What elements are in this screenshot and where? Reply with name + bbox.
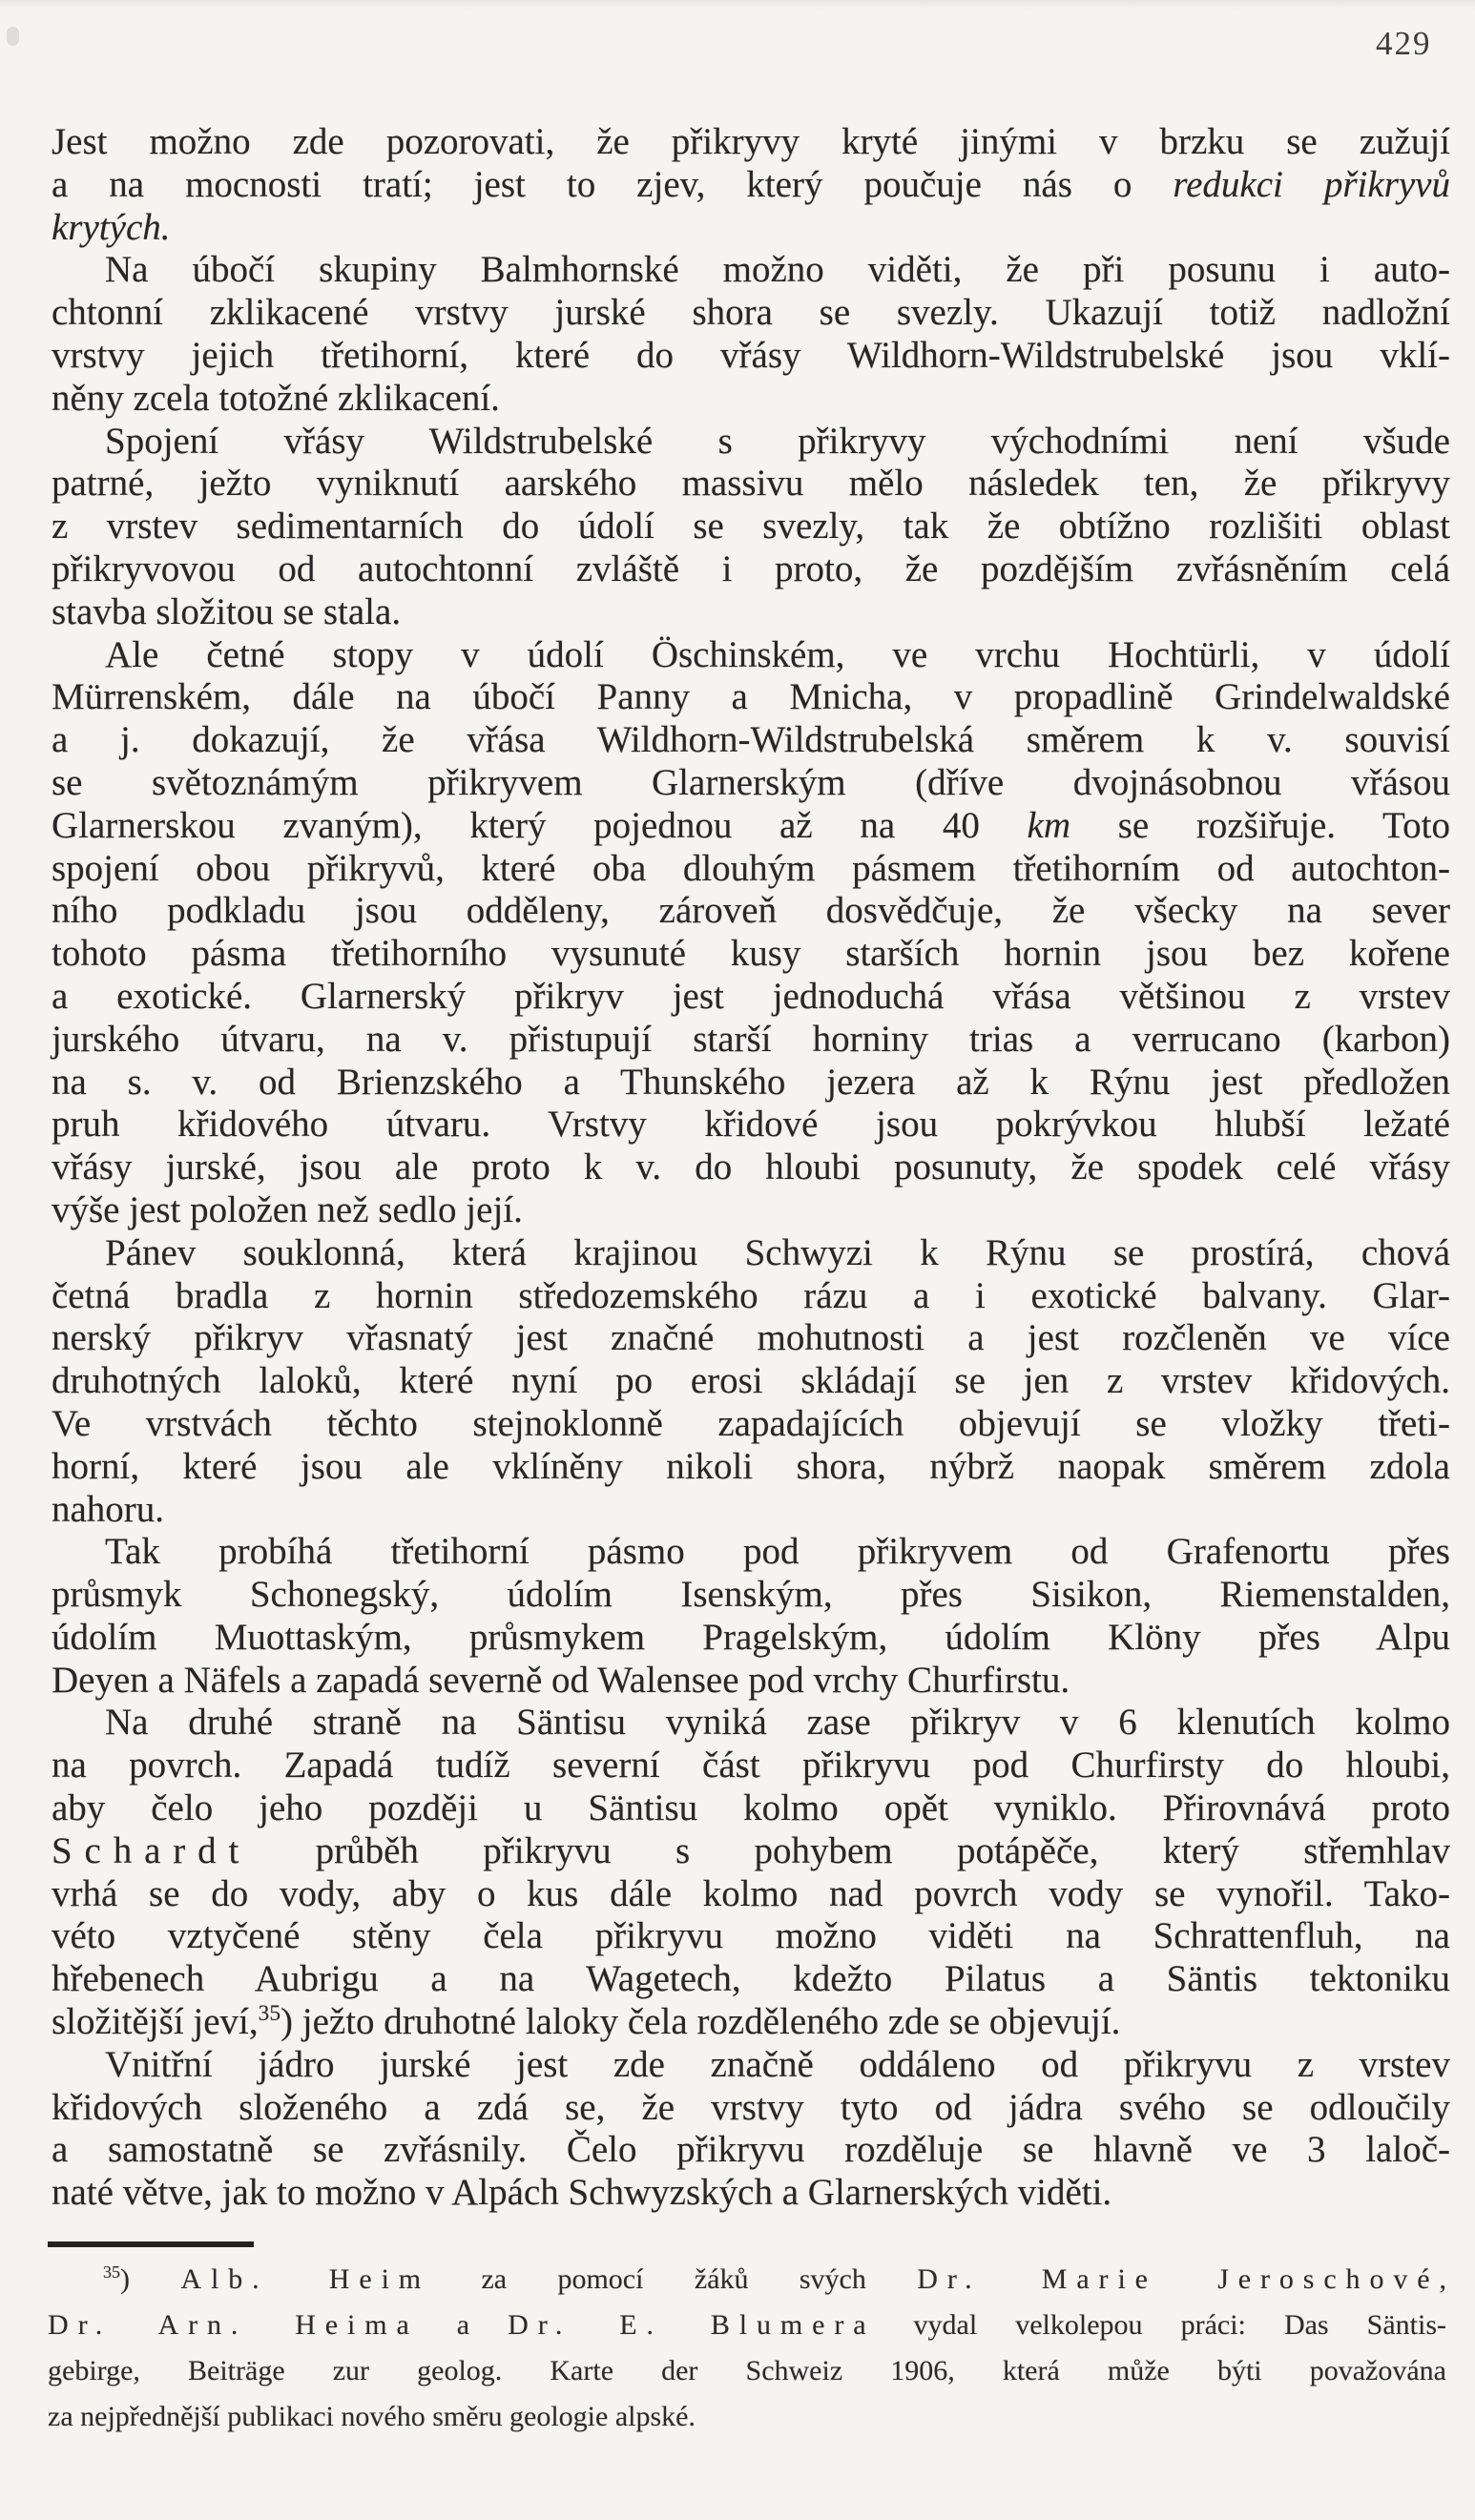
text-line: jurského útvaru, na v. přistupují starší horniny trias a verrucano (karbon) [52,1018,1450,1060]
text-line: na s. v. od Brienzského a Thunského jezera až k Rýnu jest předložen [52,1061,1450,1103]
text-line: přikryvovou od autochtonní zvláště i proto, že pozdějším zvřásněním celá [52,547,1450,589]
text-line: Spojení vřásy Wildstrubelské s přikryvy východními není všude [105,420,1450,462]
text-line: nahoru. [52,1488,165,1530]
text-line: ního podkladu jsou odděleny, zároveň dosvědčuje, že všecky na sever [52,890,1450,932]
text-line: Vnitřní jádro jurské jest zde značně oddáleno od přikryvu z vrstev [105,2043,1450,2085]
paragraph [52,421,1450,634]
paragraph [52,1232,1450,1532]
text-line: něny zcela totožné zklikacení. [52,377,500,419]
footnote [48,2257,1446,2440]
text-line: patrné, ježto vyniknutí aarského massivu mělo následek ten, že přikryvy [52,463,1450,505]
paragraph [52,2044,1450,2215]
footnote-divider [48,2241,254,2247]
text-line: výše jest položen než sedlo její. [52,1188,523,1230]
text-line: vrstvy jejich třetihorní, které do vřásy Wildhorn-Wildstrubelské jsou vklí- [52,334,1450,376]
text-line: pruh křidového útvaru. Vrstvy křidové jsou pokrývkou hlubší ležaté [52,1104,1450,1146]
text-line: a j. dokazují, že vřása Wildhorn-Wildstrubelská směrem k v. souvisí [52,719,1450,761]
page-body-text [52,121,1450,2215]
text-line: tohoto pásma třetihorního vysunuté kusy starších hornin jsou bez kořene [52,933,1450,975]
scan-artifact [7,27,19,46]
text-line: krytých. [52,206,171,248]
text-line: křidových složeného a zdá se, že vrstvy tyto od jádra svého se odloučily [52,2086,1450,2128]
text-line: Na druhé straně na Säntisu vyniká zase přikryv v 6 klenutích kolmo [105,1702,1450,1744]
text-line: údolím Muottaským, průsmykem Pragelským, údolím Klöny přes Alpu [52,1616,1450,1658]
text-line: Glarnerskou zvaným), který pojednou až na 40 km se rozšiřuje. Toto [52,804,1450,846]
paragraph [52,1531,1450,1702]
text-line: za nejpřednější publikaci nového směru geologie alpské. [48,2401,696,2432]
text-line: Dr. Arn. Heima a Dr. E. Blumera vydal velkolepou práci: Das Säntis- [48,2309,1446,2341]
text-line: horní, které jsou ale vklíněny nikoli shora, nýbrž naopak směrem zdola [52,1445,1450,1487]
text-line: véto vztyčené stěny čela přikryvu možno viděti na Schrattenfluh, na [52,1915,1450,1957]
text-line: četná bradla z hornin středozemského rázu a i exotické balvany. Glar- [52,1274,1450,1316]
text-line: Pánev souklonná, která krajinou Schwyzi k Rýnu se prostírá, chová [105,1231,1450,1273]
text-line: chtonní zklikacené vrstvy jurské shora se svezly. Ukazují totiž nadložní [52,292,1450,334]
text-line: průsmyk Schonegský, údolím Isenským, přes Sisikon, Riemenstalden, [52,1574,1450,1616]
text-line: z vrstev sedimentarních do údolí se svezly, tak že obtížno rozlišiti oblast [52,506,1450,547]
text-line: aby čelo jeho později u Säntisu kolmo opět vyniklo. Přirovnává proto [52,1787,1450,1829]
text-line: Ale četné stopy v údolí Öschinském, ve vrchu Hochtürli, v údolí [105,633,1450,675]
text-line: stavba složitou se stala. [52,590,402,632]
text-line: vrhá se do vody, aby o kus dále kolmo nad povrch vody se vynořil. Tako- [52,1872,1450,1914]
text-line: a samostatně se zvřásnily. Čelo přikryvu rozděluje se hlavně ve 3 laloč- [52,2129,1450,2171]
text-line: spojení obou přikryvů, které oba dlouhým pásmem třetihorním od autochton- [52,847,1450,889]
text-line: a na mocnosti tratí; jest to zjev, který poučuje nás o redukci přikryvů [52,163,1450,205]
text-line: nerský přikryv vřasnatý jest značné mohutnosti a jest rozčleněn ve více [52,1317,1450,1359]
page-number: 429 [1376,25,1432,62]
text-line: složitější jeví,$^{35}$) ježto druhotné laloky čela rozděleného zde se objevují. [52,2001,1121,2043]
paragraph [52,634,1450,1232]
text-line: Jest možno zde pozorovati, že přikryvy kryté jinými v brzku se zužují [52,121,1450,162]
text-line: naté větve, jak to možno v Alpách Schwyzských a Glarnerských viděti. [52,2172,1112,2214]
text-line: Ve vrstvách těchto stejnoklonně zapadajících objevují se vložky třeti- [52,1402,1450,1444]
paragraph [52,1702,1450,2043]
text-line: Mürrenském, dále na úbočí Panny a Mnicha, v propadlině Grindelwaldské [52,676,1450,718]
text-line: Na úbočí skupiny Balmhornské možno viděti, že při posunu i auto- [105,249,1450,291]
text-line: druhotných laloků, které nyní po erosi skládají se jen z vrstev křidových. [52,1360,1450,1402]
text-line: na povrch. Zapadá tudíž severní část přikryvu pod Churfirsty do hloubi, [52,1745,1450,1787]
paragraph [48,2257,1446,2440]
text-line: $^{35}$) Alb. Heim za pomocí žáků svých Dr. Marie Jeroschové, [103,2262,1446,2295]
text-line: a exotické. Glarnerský přikryv jest jednoduchá vřása většinou z vrstev [52,975,1450,1017]
text-line: Deyen a Näfels a zapadá severně od Walensee pod vrchy Churfirstu. [52,1659,1070,1701]
text-line: Tak probíhá třetihorní pásmo pod přikryvem od Grafenortu přes [105,1531,1450,1573]
text-line: hřebenech Aubrigu a na Wagetech, kdežto Pilatus a Säntis tektoniku [52,1958,1450,2000]
text-line: vřásy jurské, jsou ale proto k v. do hloubi posunuty, že spodek celé vřásy [52,1146,1450,1188]
text-line: Schardt průběh přikryvu s pohybem potápěče, který střemhlav [52,1829,1450,1871]
paragraph [52,121,1450,249]
paragraph [52,249,1450,420]
text-line: gebirge, Beiträge zur geolog. Karte der Schweiz 1906, která může býti považována [48,2355,1446,2386]
text-line: se světoznámým přikryvem Glarnerským (dříve dvojnásobnou vřásou [52,761,1450,803]
